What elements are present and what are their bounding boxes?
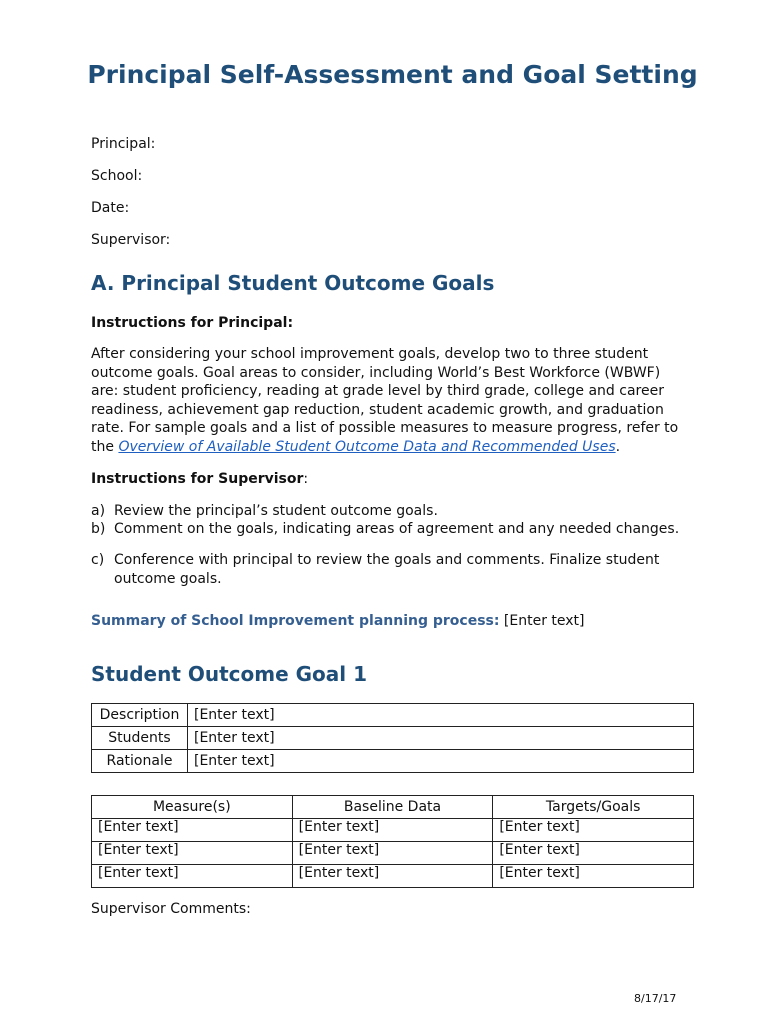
measure-cell[interactable]: [Enter text]: [92, 865, 293, 888]
measures-header: Measure(s): [92, 796, 293, 819]
principal-field-label: Principal:: [91, 136, 156, 152]
description-label: Description: [92, 704, 188, 727]
target-cell[interactable]: [Enter text]: [493, 865, 694, 888]
summary-value[interactable]: [Enter text]: [499, 613, 585, 629]
table-header-row: [92, 796, 694, 819]
footer-date: 8/17/17: [634, 992, 677, 1005]
list-item: a) Review the principal’s student outcome goals.: [91, 503, 438, 519]
school-field-label: School:: [91, 168, 143, 184]
date-field-label: Date:: [91, 200, 130, 216]
supervisor-comments-label: Supervisor Comments:: [91, 901, 251, 917]
table-row: [92, 842, 694, 865]
principal-instructions-label: Instructions for Principal:: [91, 315, 294, 331]
table-row: [92, 819, 694, 842]
supervisor-field-label: Supervisor:: [91, 232, 171, 248]
principal-instructions-text: After considering your school improvement goals, develop two to three student outcome goals. Goal areas to consider, including World’s Best Workforce (WBWF) are: student proficiency, reading at grade level by third grade, college and career readiness, achievement gap reduction, student academic growth, and graduation rate. For sample goals and a list of possible measures to measure progress, refer to the Overview of Available Student Outcome Data and Recommended Uses.: [91, 346, 679, 455]
baseline-cell[interactable]: [Enter text]: [292, 819, 493, 842]
list-item: b) Comment on the goals, indicating areas of agreement and any needed changes.: [91, 521, 680, 537]
students-input[interactable]: [Enter text]: [188, 727, 694, 750]
list-item: c) Conference with principal to review the goals and comments. Finalize student outcome goals.: [91, 552, 660, 587]
description-input[interactable]: [Enter text]: [188, 704, 694, 727]
target-cell[interactable]: [Enter text]: [493, 842, 694, 865]
measure-cell[interactable]: [Enter text]: [92, 819, 293, 842]
section-a-heading: A. Principal Student Outcome Goals: [91, 271, 495, 295]
targets-header: Targets/Goals: [493, 796, 694, 819]
baseline-cell[interactable]: [Enter text]: [292, 842, 493, 865]
outcome-data-overview-link[interactable]: Overview of Available Student Outcome Data and Recommended Uses: [118, 438, 616, 455]
table-row: [92, 865, 694, 888]
target-cell[interactable]: [Enter text]: [493, 819, 694, 842]
goal-1-heading: Student Outcome Goal 1: [91, 662, 367, 686]
goal-info-table: [91, 703, 694, 773]
summary-line: Summary of School Improvement planning process: [Enter text]: [91, 613, 585, 629]
table-row: [92, 750, 694, 773]
table-row: [92, 704, 694, 727]
students-label: Students: [92, 727, 188, 750]
rationale-input[interactable]: [Enter text]: [188, 750, 694, 773]
page-title: Principal Self-Assessment and Goal Setting: [87, 60, 698, 89]
table-row: [92, 727, 694, 750]
rationale-label: Rationale: [92, 750, 188, 773]
supervisor-instructions-label: Instructions for Supervisor:: [91, 471, 309, 487]
measures-table: [91, 795, 694, 888]
baseline-header: Baseline Data: [292, 796, 493, 819]
measure-cell[interactable]: [Enter text]: [92, 842, 293, 865]
baseline-cell[interactable]: [Enter text]: [292, 865, 493, 888]
